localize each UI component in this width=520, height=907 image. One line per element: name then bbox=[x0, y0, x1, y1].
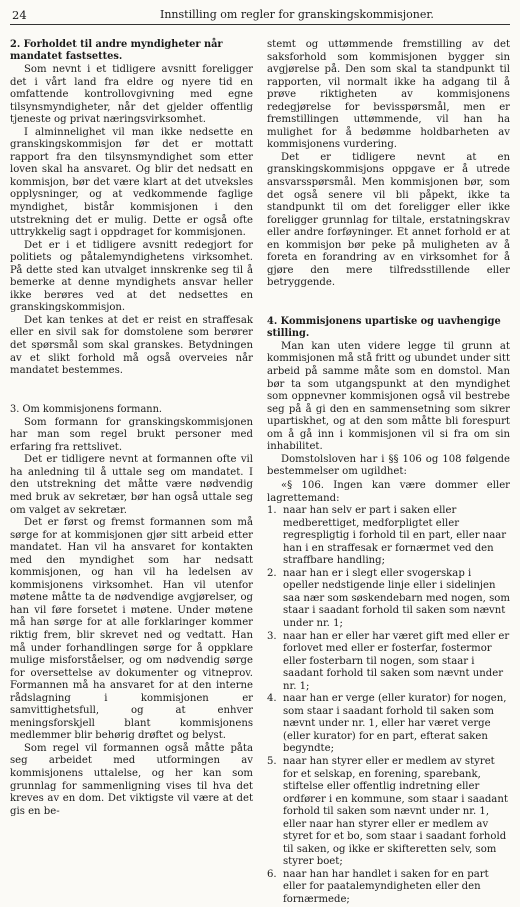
paragraph: Det er tidligere nevnt at formannen ofte vil ha anledning til å uttale seg om mandatet. I den utstrekning det måtte være nødvendig med bruk av sekretær, bør han også uttale seg om valget av sekretær. bbox=[10, 454, 253, 516]
paragraph: Som nevnt i et tidligere avsnitt foreligger det i vårt land fra eldre og nyere tid en omfattende kontrollovgivning med egne tilsynsmyndigheter, når det gjelder offentlig tjeneste og privat næringsvirksomhet. bbox=[10, 64, 253, 126]
paragraph: Som regel vil formannen også måtte påta seg arbeidet med utformingen av kommisjonens uttalelse, og her kan som grunnlag for sammenligning vises til hva det kreves av en dom. Det viktigste vil være at det gis en be- bbox=[10, 742, 253, 817]
list-item: 3. naar han er eller har været gift med eller er forlovet med eller er fosterfar, fostermor eller fosterbarn til nogen, som staar i saadant forhold til saken som nævnt under nr. 1; bbox=[267, 630, 510, 692]
running-title: Innstilling om regler for granskingskommisjoner. bbox=[160, 8, 434, 21]
page-number: 24 bbox=[12, 8, 27, 22]
law-quote-intro: «§ 106. Ingen kan være dommer eller lagrettemand: bbox=[267, 479, 510, 504]
paragraph: I alminnelighet vil man ikke nedsette en granskingskommisjon før det er mottatt rapport fra den tilsynsmyndighet som etter loven skal ha ansvaret. Og blir det nedsatt en kommisjon, bør det være klart at det utveksles opplysninger, og at vedkommende faglige myndighet, bistår kommisjonen i den utstrekning det er mulig. Dette er også ofte uttrykkelig sagt i oppdraget for kommisjonen. bbox=[10, 126, 253, 239]
paragraph: Domstolsloven har i §§ 106 og 108 følgende bestemmelser om ugildhet: bbox=[267, 453, 510, 478]
section-4-heading: 4. Kommisjonens upartiske og uavhengige stilling. bbox=[267, 315, 501, 339]
paragraph: stemt og uttømmende fremstilling av det saksforhold som kommisjonen bygger sin avgjørelse på. Den som skal ta standpunkt til rapporten, vil normalt ikke ha adgang til å prøve riktigheten av kommisjonens redegjørelse for bevisspørsmål, men er fremstillingen uttømmende, vil han ha mulighet for å bedømme holdbarheten av kommisjonens vurdering. bbox=[267, 39, 510, 151]
paragraph: Man kan uten videre legge til grunn at kommisjonen må stå fritt og ubundet under sitt arbeid på samme måte som en domstol. Man bør ta som utgangspunkt at den myndighet som oppnevner kommisjonen også vil bestrebe seg på å gi den en sammensetning som sikrer upartiskhet, og at den som måtte bli forespurt om å gå inn i kommisjonen vil si fra om sin inhabilitet. bbox=[267, 340, 510, 453]
section-3-heading: 3. Om kommisjonens formann. bbox=[10, 403, 163, 415]
list-item: 2. naar han er i slegt eller svogerskap i opeller nedstigende linje eller i sidelinjen saa nær som søskendebarn med nogen, som staar i saadant forhold til saken som nævnt under nr. 1; bbox=[267, 567, 510, 629]
paragraph: Det er tidligere nevnt at en granskingskommisjons oppgave er å utrede ansvarsspørsmål. Men kommisjonen bør, som det også senere vil bli påpekt, ikke ta standpunkt til om det foreligger eller ikke foreligger grunnlag for tiltale, erstatningskrav eller andre forføyninger. Et annet forhold er at en kommisjon bør peke på muligheten av å foreta en forandring av en virksomhet for å gjøre den mere tilfredsstillende eller betryggende. bbox=[267, 151, 510, 289]
page-header bbox=[10, 8, 510, 25]
left-column bbox=[10, 39, 253, 907]
paragraph: Det er først og fremst formannen som må sørge for at kommisjonen gjør sitt arbeid etter mandatet. Han vil ha ansvaret for kontakten med den myndighet som har nedsatt kommisjonen, og han vil ha ledelsen av kommisjonens virksomhet. Han vil utenfor møtene måtte ta de nødvendige avgjørelser, og han vil føre forsetet i møtene. Under møtene må han sørge for at alle forklaringer kommer riktig frem, blir skrevet ned og vedtatt. Han må under forhandlingen sørge for å oppklare mulige misforståelser, og om nødvendig sørge for oversettelse av dokumenter og vitneprov. Formannen må ha ansvaret for at den interne rådslagning i kommisjonen er samvittighetsfull, og at enhver meningsforskjell blant kommisjonens medlemmer blir behørig drøftet og belyst. bbox=[10, 517, 253, 742]
paragraph: Som formann for granskingskommisjonen har man som regel brukt personer med erfaring fra rettslivet. bbox=[10, 416, 253, 453]
paragraph: Det kan tenkes at det er reist en straffesak eller en sivil sak for domstolene som berører det spørsmål som skal granskes. Betydningen av et slikt forhold må også overveies når mandatet bestemmes. bbox=[10, 314, 253, 377]
list-item: 6. naar han har handlet i saken for en part eller for paatalemyndigheten eller den fornærmede; bbox=[267, 868, 489, 905]
section-2-heading: 2. Forholdet til andre myndigheter når mandatet fastsettes. bbox=[10, 39, 223, 62]
list-item: 5. naar han styrer eller er medlem av styret for et selskap, en forening, sparebank, stiftelse eller offentlig indretning eller ordfører i en kommune, som staar i saadant forhold til saken som nævnt under nr. 1, eller naar han styrer eller er medlem av styret for et bo, som staar i saadant forhold til saken, og ikke er skifteretten selv, som styrer boet; bbox=[267, 755, 508, 868]
law-list bbox=[267, 505, 510, 907]
paragraph: Det er i et tidligere avsnitt redegjort for politiets og påtalemyndighetens virksomhet. På dette sted kan utvalget innskrenke seg til å bemerke at denne myndighets ansvar heller ikke berøres ved at det nedsettes en granskingskommisjon. bbox=[10, 239, 253, 314]
right-column bbox=[267, 39, 510, 907]
two-column-body bbox=[10, 39, 510, 907]
list-item: 4. naar han er verge (eller kurator) for nogen, som staar i saadant forhold til saken som nævnt under nr. 1, eller har været verge (eller kurator) for en part, efterat saken begyndte; bbox=[267, 693, 507, 755]
list-item: 1. naar han selv er part i saken eller medberettiget, medforpligtet eller regrespligtig i forhold til en part, eller naar han i en straffesak er fornærmet ved den straffbare handling; bbox=[267, 505, 507, 567]
